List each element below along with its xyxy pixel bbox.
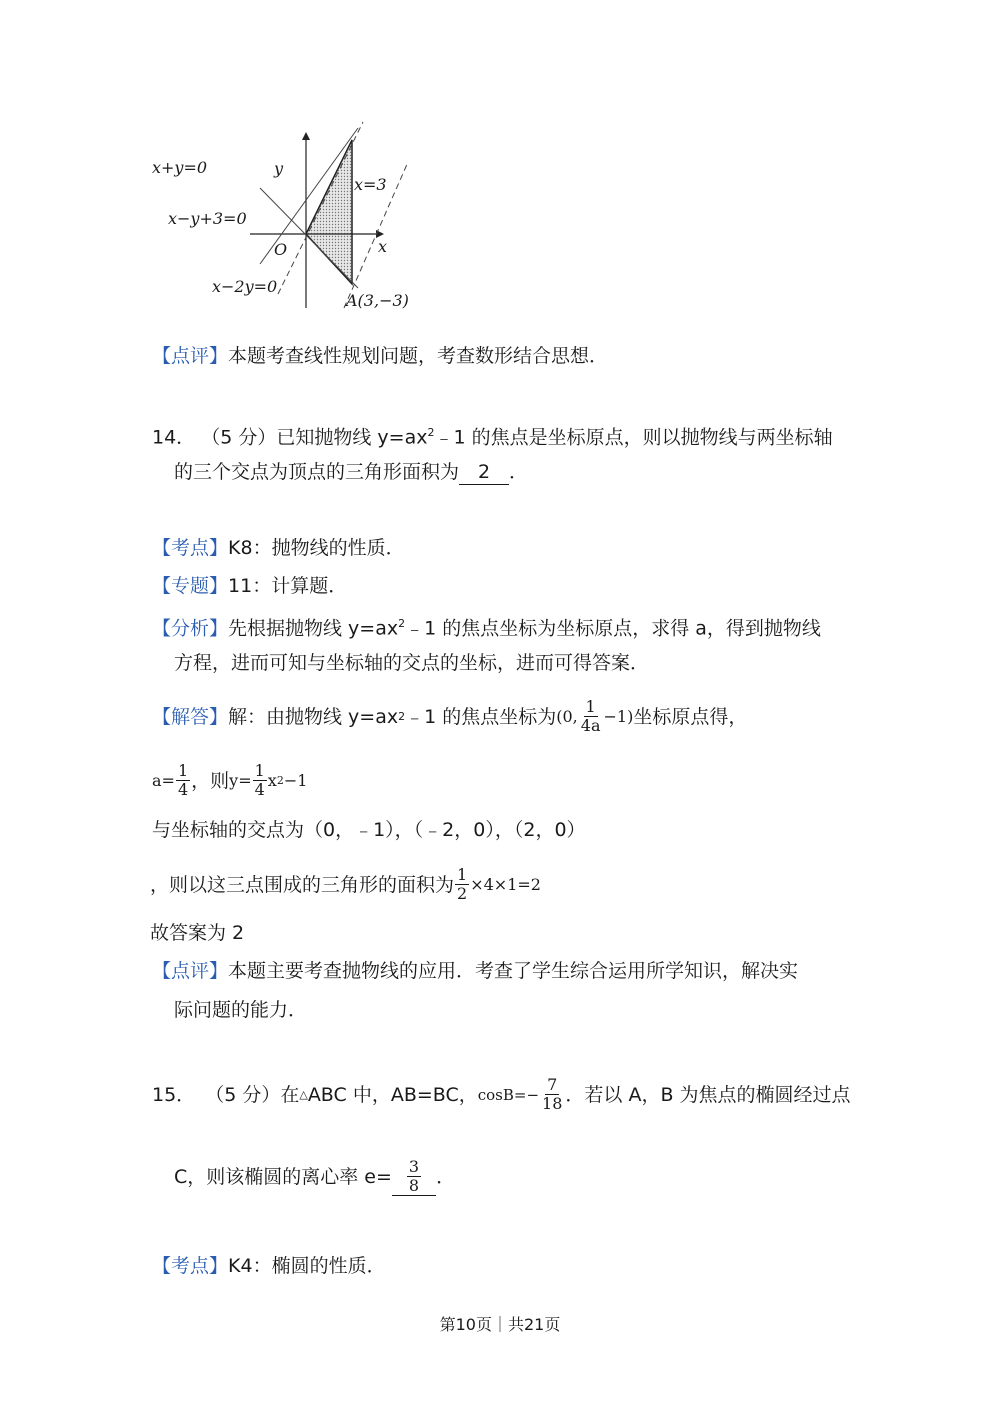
q14-zhuanti	[152, 574, 347, 598]
jieda-tag: 【解答】	[152, 705, 229, 728]
dianping-text: 本题主要考查抛物线的应用．考查了学生综合运用所学知识，解决实	[228, 960, 799, 982]
numerator: 7	[547, 1075, 558, 1094]
jieda-text-cont: ﹣1 的焦点坐标为	[405, 705, 557, 728]
label-x-axis: x	[378, 237, 388, 256]
q14-line1	[152, 421, 833, 449]
dianping-tag: 【点评】	[152, 345, 229, 367]
page-footer	[0, 1312, 1000, 1335]
zhuanti-text: 11：计算题．	[228, 575, 348, 597]
q13-comment	[152, 344, 608, 368]
q14-jieda	[152, 698, 747, 735]
answer-blank: 2	[459, 460, 509, 485]
numerator: 1	[457, 865, 468, 884]
label-x-equals-3: x=3	[354, 175, 387, 194]
label-x-minus-2y: x−2y=0	[212, 277, 278, 296]
kaodian-tag: 【考点】	[152, 537, 229, 559]
triangle-symbol: △	[299, 1087, 308, 1101]
intersection-text: 与坐标轴的交点为（0，﹣1），（﹣2，0），（2，0）	[152, 819, 586, 841]
y-fraction	[253, 762, 267, 799]
numerator: 1	[254, 761, 265, 780]
kaodian-text: K8：抛物线的性质．	[228, 537, 405, 559]
denominator: 4	[254, 780, 265, 799]
focus-open: (0,	[556, 706, 578, 726]
denominator: 4a	[580, 716, 601, 735]
fenxi-text: 先根据抛物线 y=ax	[228, 617, 399, 640]
question-score: （5 分）	[201, 426, 277, 449]
answer-blank	[392, 1158, 436, 1196]
superscript: 2	[427, 426, 435, 439]
feasible-region	[306, 140, 352, 284]
q14-text: 已知抛物线 y=ax	[276, 426, 428, 449]
q14-area	[150, 866, 541, 903]
cos-fraction	[540, 1076, 564, 1113]
x-variable: x	[267, 770, 277, 790]
zhuanti-tag: 【专题】	[152, 575, 229, 597]
q15-line2	[174, 1158, 455, 1196]
focus-close: −1)	[603, 706, 634, 726]
a-fraction	[176, 762, 190, 799]
area-product: ×4×1=2	[470, 874, 541, 894]
linear-programming-figure	[148, 118, 428, 318]
kaodian-tag: 【考点】	[152, 1255, 229, 1277]
numerator: 1	[585, 697, 596, 716]
denominator: 2	[457, 884, 468, 903]
superscript: 2	[398, 709, 406, 723]
q15-kaodian	[152, 1254, 386, 1278]
label-x-minus-y-plus-3: x−y+3=0	[168, 209, 247, 228]
denominator: 18	[542, 1094, 563, 1113]
q13-comment-text: 本题考查线性规划问题，考查数形结合思想．	[228, 345, 609, 367]
q14-line2	[174, 460, 528, 485]
kaodian-text: K4：椭圆的性质．	[228, 1255, 386, 1277]
label-y-axis: y	[274, 159, 284, 178]
question-number: 15．	[152, 1083, 196, 1106]
q14-fenxi-line2	[174, 651, 649, 675]
fenxi-text-cont: ﹣1 的焦点坐标为坐标原点，求得 a，得到抛物线	[405, 617, 821, 640]
q14-fenxi	[152, 612, 821, 640]
dianping-text-line2: 际问题的能力．	[174, 999, 308, 1021]
numerator: 3	[408, 1157, 420, 1176]
q14-text-line2: 的三个交点为顶点的三角形面积为	[174, 461, 460, 483]
superscript: 2	[398, 617, 406, 630]
q14-kaodian	[152, 536, 405, 560]
q15-text-b: ABC 中，AB=BC，	[307, 1083, 478, 1106]
q14-a-value	[152, 762, 307, 799]
cos-b: cosB=−	[477, 1085, 540, 1104]
fenxi-text-line2: 方程，进而可知与坐标轴的交点的坐标，进而可得答案．	[174, 652, 650, 674]
q14-period: ．	[509, 461, 529, 483]
q15-text-c: ．若以 A，B 为焦点的椭圆经过点	[565, 1083, 851, 1106]
label-x-plus-y: x+y=0	[152, 158, 208, 177]
q14-dianping-line2	[174, 998, 307, 1022]
q14-text-cont: ﹣1 的焦点是坐标原点，则以抛物线与两坐标轴	[434, 426, 833, 449]
answer-text: 故答案为 2	[150, 922, 245, 944]
question-number: 14．	[152, 426, 196, 449]
fenxi-tag: 【分析】	[152, 617, 229, 640]
y-equals: y=	[229, 770, 252, 790]
label-origin: O	[274, 240, 288, 259]
eccentricity-fraction	[407, 1158, 421, 1195]
denominator: 8	[408, 1176, 420, 1195]
q15-period: ．	[436, 1166, 456, 1188]
ze-text: ，则	[191, 769, 230, 792]
focus-fraction	[579, 698, 603, 735]
q14-answer	[150, 921, 244, 945]
area-text: ，则以这三点围成的三角形的面积为	[150, 873, 455, 896]
jieda-text-end: 坐标原点得，	[633, 705, 748, 728]
question-score: （5 分）	[205, 1083, 281, 1106]
dianping-tag: 【点评】	[152, 960, 229, 982]
a-equals: a=	[152, 770, 175, 790]
label-point-a: A(3,−3)	[346, 291, 409, 310]
numerator: 1	[177, 761, 189, 780]
area-fraction	[455, 866, 469, 903]
q14-jiaodian	[152, 818, 586, 842]
q15-line1	[152, 1076, 851, 1113]
denominator: 4	[177, 780, 189, 799]
superscript: 2	[276, 773, 284, 787]
q15-text: 在	[280, 1083, 300, 1106]
y-axis-arrow	[302, 132, 310, 140]
minus-one: −1	[283, 770, 308, 790]
jieda-text: 解：由抛物线 y=ax	[228, 705, 399, 728]
q15-text-line2: C，则该椭圆的离心率 e=	[174, 1166, 392, 1188]
page-number: 第10页｜共21页	[439, 1315, 561, 1334]
q14-dianping	[152, 959, 798, 983]
